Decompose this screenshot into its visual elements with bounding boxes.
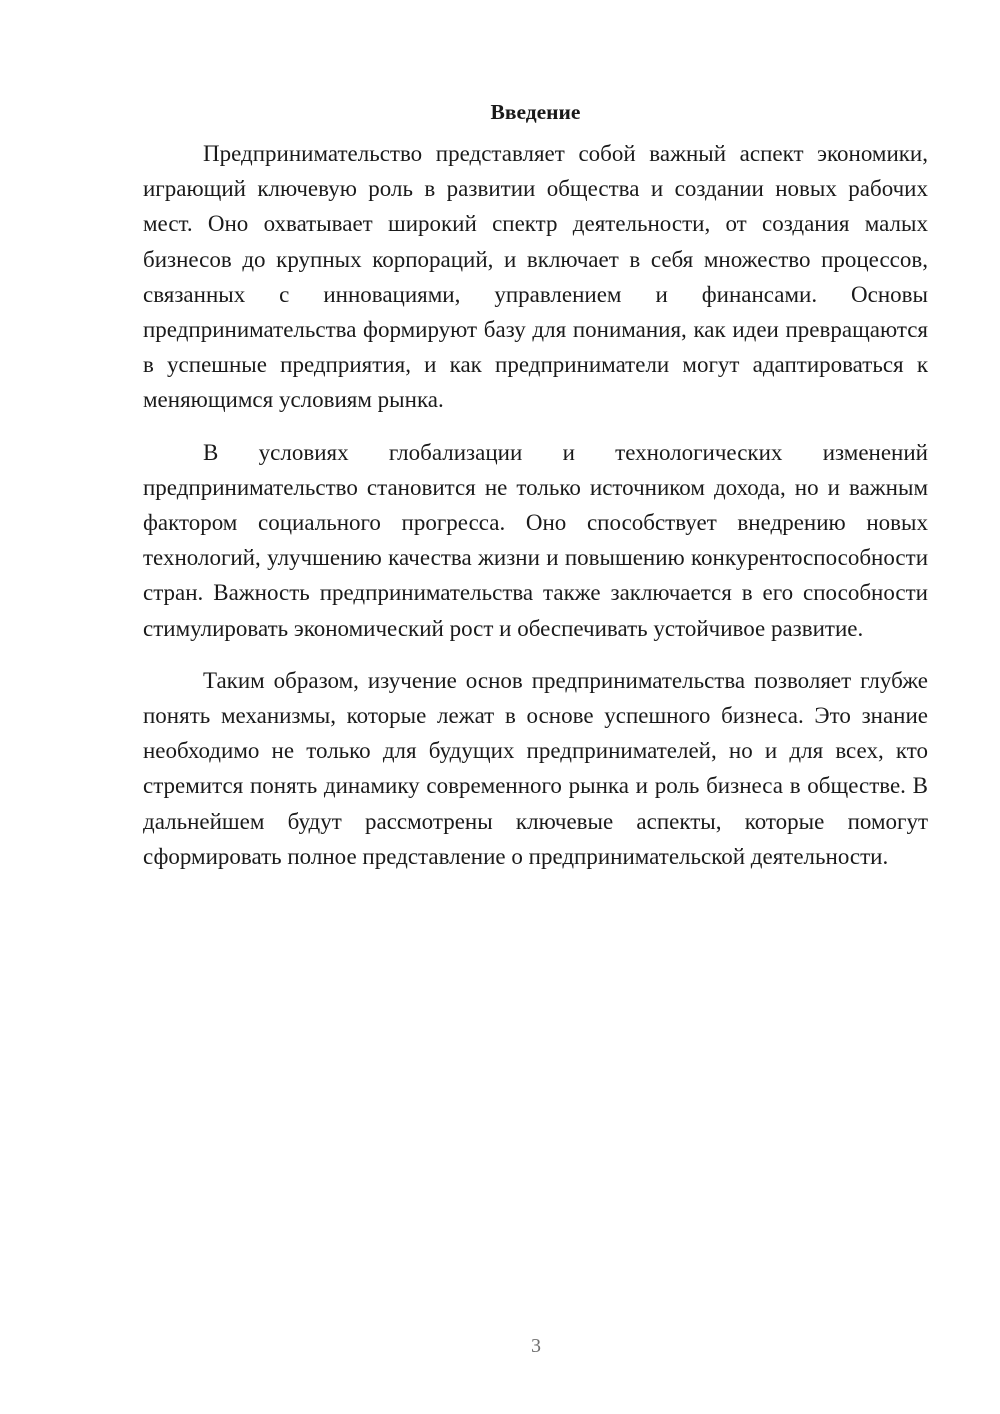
page-number: 3 — [531, 1335, 541, 1357]
paragraph-1: Предпринимательство представляет собой важный аспект экономики, играющий ключевую роль в развитии общества и создании новых рабочих мест. Оно охватывает широкий спектр деятельности, от создания малых бизнесов до крупных корпораций, и включает в себя множество процессов, связанных с инновациями, управлением и финансами. Основы предпринимательства формируют базу для понимания, как идеи превращаются в успешные предприятия, и как предприниматели могут адаптироваться к меняющимся условиям рынка. — [143, 141, 928, 413]
page-content — [143, 96, 928, 891]
section-heading: Введение — [490, 100, 581, 124]
paragraph-2: В условиях глобализации и технологических изменений предпринимательство становится не только источником дохода, но и важным фактором социального прогресса. Оно способствует внедрению новых технологий, улучшению качества жизни и повышению конкурентоспособности стран. Важность предпринимательства также заключается в его способности стимулировать экономический рост и обеспечивать устойчивое развитие. — [143, 439, 928, 641]
paragraph-3: Таким образом, изучение основ предпринимательства позволяет глубже понять механизмы, которые лежат в основе успешного бизнеса. Это знание необходимо не только для будущих предпринимателей, но и для всех, кто стремится понять динамику современного рынка и роль бизнеса в обществе. В дальнейшем будут рассмотрены ключевые аспекты, которые помогут сформировать полное представление о предпринимательской деятельности. — [143, 667, 928, 869]
